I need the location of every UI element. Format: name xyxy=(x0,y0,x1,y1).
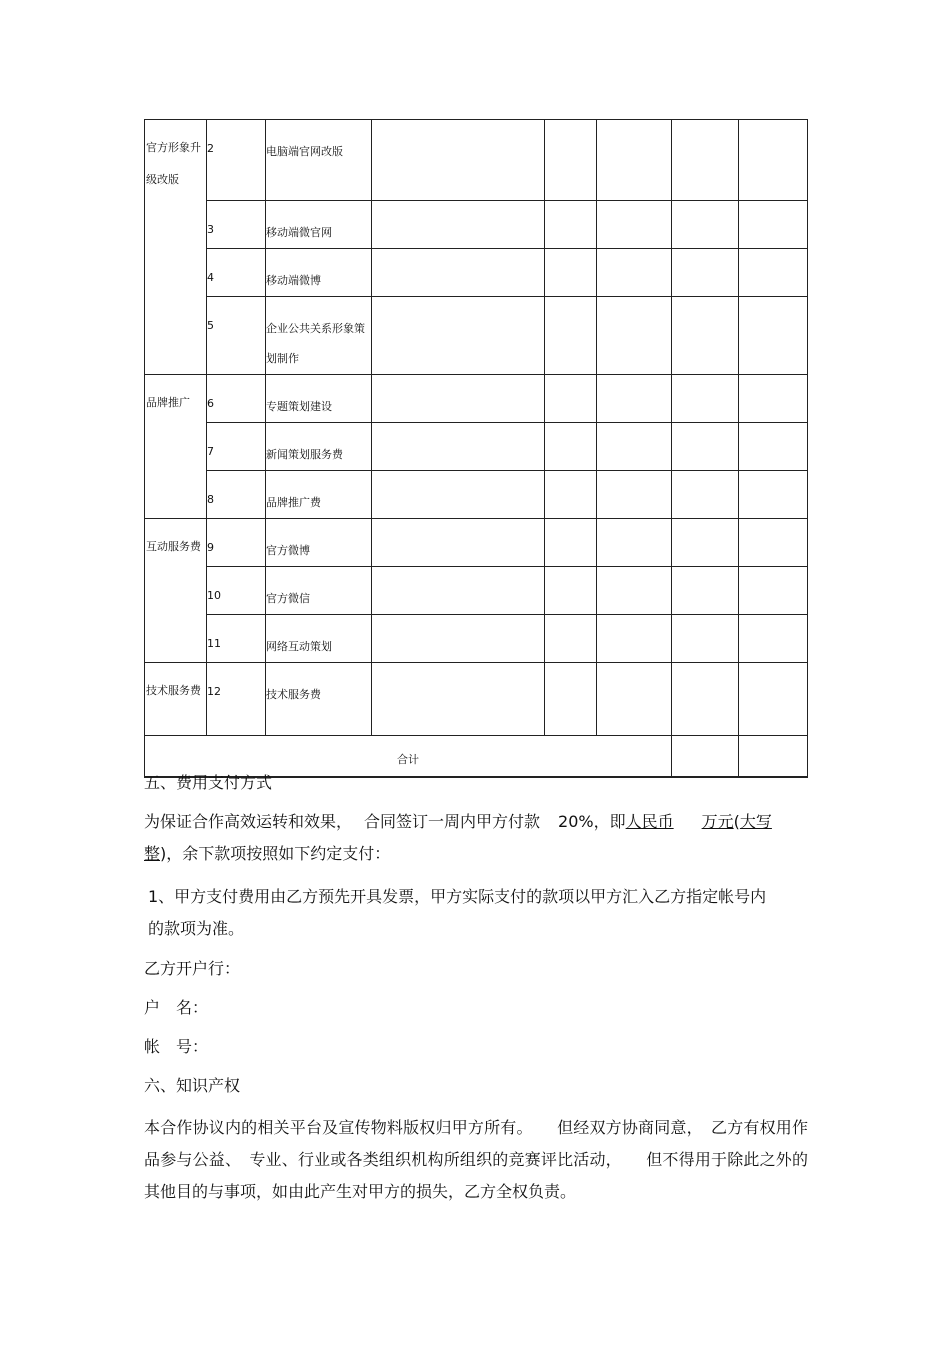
category-cell: 官方形象升级改版 xyxy=(145,120,207,375)
row-number: 12 xyxy=(207,663,266,736)
category-cell: 互动服务费 xyxy=(145,519,207,663)
section-6-heading: 六、知识产权 xyxy=(144,1076,241,1095)
table-row xyxy=(145,249,808,297)
row-number: 7 xyxy=(207,423,266,471)
payment-text-e: )，余下款项按照如下约定支付： xyxy=(160,844,391,863)
table-row xyxy=(145,120,808,201)
row-number: 8 xyxy=(207,471,266,519)
account-name-label: 户 名： xyxy=(144,998,209,1017)
table-row xyxy=(145,663,808,736)
item-name: 官方微信 xyxy=(266,567,372,615)
payment-paragraph xyxy=(144,806,808,870)
table-row xyxy=(145,471,808,519)
item-name: 官方微博 xyxy=(266,519,372,567)
table-row xyxy=(145,567,808,615)
table-row xyxy=(145,615,808,663)
item-name: 移动端微官网 xyxy=(266,201,372,249)
table-row xyxy=(145,519,808,567)
bank-label: 乙方开户行： xyxy=(144,959,241,978)
row-number: 9 xyxy=(207,519,266,567)
item-name: 技术服务费 xyxy=(266,663,372,736)
category-cell: 技术服务费 xyxy=(145,663,207,736)
section-5-heading: 五、费用支付方式 xyxy=(144,773,273,792)
payment-rmb: 人民币 万元 xyxy=(625,812,734,831)
item-name: 新闻策划服务费 xyxy=(266,423,372,471)
total-label: 合计 xyxy=(145,736,672,777)
table-row xyxy=(145,297,808,375)
row-number: 2 xyxy=(207,120,266,201)
row-number: 5 xyxy=(207,297,266,375)
row-number: 10 xyxy=(207,567,266,615)
payment-text-c: ，即 xyxy=(593,812,626,831)
payment-item-1: 1、甲方支付费用由乙方预先开具发票，甲方实际支付的款项以甲方汇入乙方指定帐号内的款项为准。 xyxy=(148,887,767,938)
category-cell: 品牌推广 xyxy=(145,375,207,519)
fee-table xyxy=(144,119,808,778)
item-name: 品牌推广费 xyxy=(266,471,372,519)
payment-text-b: 合同签订一周内甲方付款 xyxy=(364,812,541,831)
payment-percent: 20% xyxy=(558,812,594,831)
payment-capital: 大写整 xyxy=(144,812,772,863)
item-name: 网络互动策划 xyxy=(266,615,372,663)
row-number: 4 xyxy=(207,249,266,297)
table-row xyxy=(145,201,808,249)
row-number: 3 xyxy=(207,201,266,249)
table-row xyxy=(145,423,808,471)
item-name: 电脑端官网改版 xyxy=(266,120,372,201)
payment-text-a: 为保证合作高效运转和效果， xyxy=(144,812,353,831)
item-name: 专题策划建设 xyxy=(266,375,372,423)
row-number: 11 xyxy=(207,615,266,663)
table-row xyxy=(145,375,808,423)
item-name: 移动端微博 xyxy=(266,249,372,297)
account-number-label: 帐 号： xyxy=(144,1037,209,1056)
item-name: 企业公共关系形象策划制作 xyxy=(266,297,372,375)
payment-text-d: ( xyxy=(733,812,740,831)
row-number: 6 xyxy=(207,375,266,423)
ip-paragraph: 本合作协议内的相关平台及宣传物料版权归甲方所有。 但经双方协商同意， 乙方有权用作品参与公益、 专业、行业或各类组织机构所组织的竞赛评比活动， 但不得用于除此之外的其他目的与事项，如由此产生对甲方的损失，乙方全权负责。 xyxy=(144,1118,808,1201)
